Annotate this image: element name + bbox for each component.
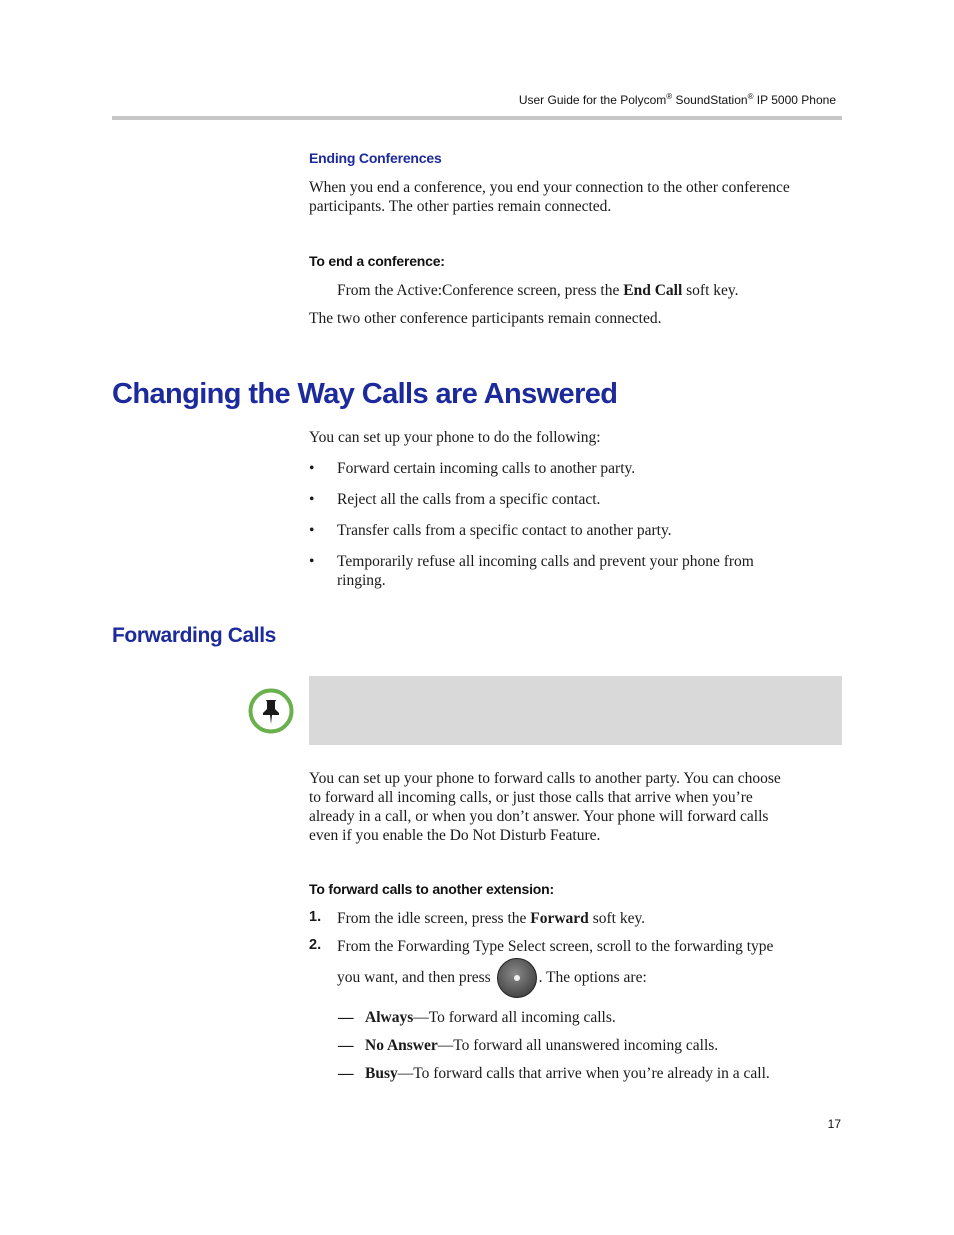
list-item-text: ringing. — [337, 572, 386, 589]
end-conference-result: The two other conference participants remain connected. — [309, 310, 662, 327]
header-text: IP 5000 Phone — [753, 93, 836, 107]
step-text: From the idle screen, press the — [337, 910, 531, 927]
running-header — [519, 92, 836, 107]
registered-mark: ® — [747, 92, 754, 101]
paragraph-line: participants. The other parties remain connected. — [309, 198, 612, 215]
pushpin-icon — [248, 688, 294, 734]
bullet-icon: • — [309, 553, 315, 570]
step-text: From the Active:Conference screen, press the — [337, 282, 624, 299]
forward-step-1 — [337, 909, 645, 928]
option-description: —To forward all unanswered incoming calls. — [437, 1037, 719, 1054]
page-number: 17 — [827, 1117, 841, 1131]
option-name: Always — [365, 1009, 414, 1026]
soft-key-label: End Call — [623, 282, 683, 299]
bullet-icon: • — [309, 522, 315, 539]
bullet-icon: • — [309, 460, 315, 477]
header-text: User Guide for the Polycom — [518, 93, 667, 107]
heading-forwarding-calls: Forwarding Calls — [112, 624, 276, 647]
changing-intro: You can set up your phone to do the following: — [309, 429, 601, 446]
option-name: Busy — [365, 1065, 398, 1082]
list-item — [309, 521, 829, 540]
option-name: No Answer — [365, 1037, 438, 1054]
section-title-ending-conferences: Ending Conferences — [309, 150, 442, 166]
step-text: soft key. — [682, 282, 739, 299]
forward-step-2-line2 — [337, 958, 647, 998]
dash-icon: — — [338, 1037, 354, 1054]
paragraph-line: even if you enable the Do Not Disturb Feature. — [309, 827, 601, 844]
paragraph-line: already in a call, or when you don’t answer. Your phone will forward calls — [309, 808, 769, 825]
paragraph-line: to forward all incoming calls, or just those calls that arrive when you’re — [309, 789, 753, 806]
end-conference-step — [337, 281, 739, 300]
list-item-text: Forward certain incoming calls to another party. — [337, 460, 636, 477]
ending-paragraph — [309, 178, 790, 216]
select-button-icon — [497, 958, 537, 998]
dash-icon: — — [338, 1065, 354, 1082]
step-text: soft key. — [588, 910, 646, 927]
list-item-text: Transfer calls from a specific contact to another party. — [337, 522, 672, 539]
list-item — [309, 490, 829, 509]
procedure-title-end-conference: To end a conference: — [309, 253, 445, 269]
step-number: 2. — [309, 937, 322, 953]
paragraph-line: When you end a conference, you end your connection to the other conference — [309, 179, 790, 196]
step-text: you want, and then press — [337, 969, 495, 986]
heading-changing-calls: Changing the Way Calls are Answered — [112, 378, 618, 410]
soft-key-label: Forward — [530, 910, 589, 927]
forwarding-paragraph — [309, 769, 781, 845]
paragraph-line: You can set up your phone to forward calls to another party. You can choose — [309, 770, 781, 787]
list-item — [309, 459, 829, 478]
dash-icon: — — [338, 1009, 354, 1026]
header-text: SoundStation — [672, 93, 748, 107]
step-text: . The options are: — [538, 969, 647, 986]
list-item — [309, 552, 829, 590]
option-description: —To forward all incoming calls. — [413, 1009, 616, 1026]
step-number: 1. — [309, 909, 322, 925]
option-description: —To forward calls that arrive when you’re already in a call. — [397, 1065, 770, 1082]
header-rule — [112, 116, 842, 120]
procedure-title-forward-calls: To forward calls to another extension: — [309, 881, 554, 897]
list-item-text: Reject all the calls from a specific contact. — [337, 491, 601, 508]
registered-mark: ® — [666, 92, 673, 101]
note-box — [309, 676, 842, 745]
forward-step-2-line1: From the Forwarding Type Select screen, scroll to the forwarding type — [337, 938, 774, 955]
list-item-text: Temporarily refuse all incoming calls and prevent your phone from — [337, 553, 754, 570]
bullet-icon: • — [309, 491, 315, 508]
